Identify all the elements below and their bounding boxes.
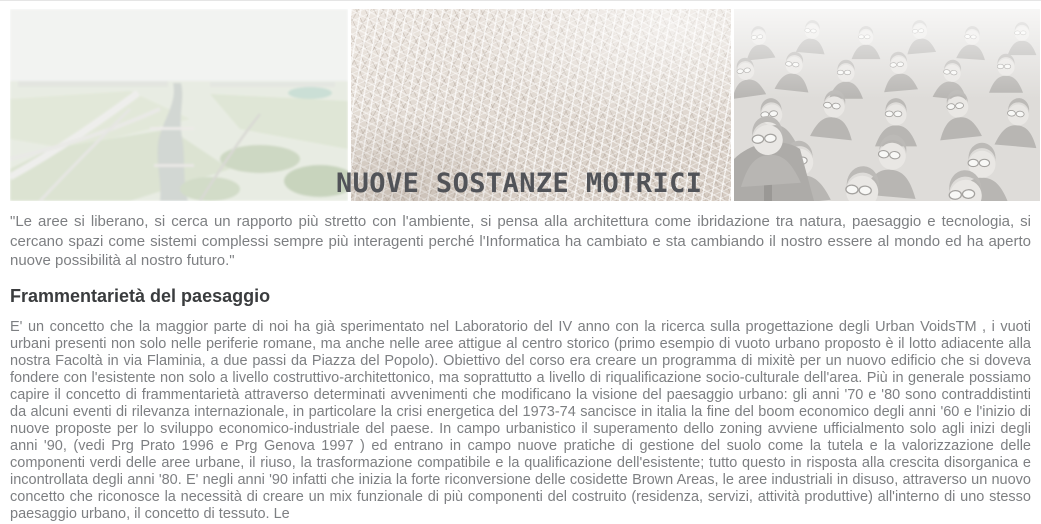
article-paragraph: E' un concetto che la maggior parte di noi ha già sperimentato nel Laboratorio del IV anno con la ricerca sulla progettazione degli Urban VoidsTM , i vuoti urbani presenti non solo nelle periferie romane, ma anche nelle aree attigue al centro storico (primo esempio di vuoto urbano proposto è il lotto adiacente alla nostra Facoltà in via Flaminia, a due passi da Piazza del Popolo). Obiettivo del corso era creare un programma di mixitè per un nuovo edificio che si doveva fondere con l'esistente non solo a livello costruttivo-architettonico, ma soprattutto a livello di riqualificazione socio-culturale dell'area. Più in generale possiamo capire il concetto di frammentarietà attraverso determinati avvenimenti che modificano la visione del paesaggio urbano: gli anni '70 e '80 sono contraddistinti da alcuni eventi di rilevanza internazionale, in particolare la crisi energetica del 1973-74 sancisce in italia la fine del boom economico degli anni '60 e l'inizio di nuove proposte per lo sviluppo economico-industriale del paese. In campo urbanistico il superamento dello zoning avviene ufficialmento solo agli inizi degli anni '90, (vedi Prg Prato 1996 e Prg Genova 1997 ) ed entrano in campo nuove pratiche di gestione del suolo come la tutela e la valorizzazione delle componenti verdi delle aree urbane, il riuso, la trasformazione compatibile e la qualificazione dell'esistente; tutto questo in risposta alla crescita disorganica e incontrollata degli anni '80. E' negli anni '90 infatti che inizia la forte riconversione delle cosidette Brown Areas, le aree industriali in disuso, attraverso un nuovo concetto che riconosce la necessità di creare un mix funzionale di più componenti del costruito (residenza, servizi, attività produttive) all'interno di uno stesso paesaggio urbano, il concetto di tessuto. Le [10,318,1031,522]
intro-quote: "Le aree si liberano, si cerca un rapporto più stretto con l'ambiente, si pensa alla architettura come ibridazione tra natura, paesaggio e tecnologia, si cercano spazi come sistemi complessi sempre più interagenti perché l'Informatica ha cambiato e sta cambiando il nostro essere al mondo ed ha aperto nuove possibilità al nostro futuro." [10,213,1031,269]
audience-3d-glasses-photo [734,9,1040,201]
audience-drawing [734,9,1040,201]
aerial-river-landscape-photo [10,9,348,201]
section-heading: Frammentarietà del paesaggio [10,285,271,306]
aerial-landscape-drawing [10,9,348,201]
page [0,1,1041,523]
page-title: NUOVE SOSTANZE MOTRICI [336,168,703,199]
header-collage [10,9,1040,201]
